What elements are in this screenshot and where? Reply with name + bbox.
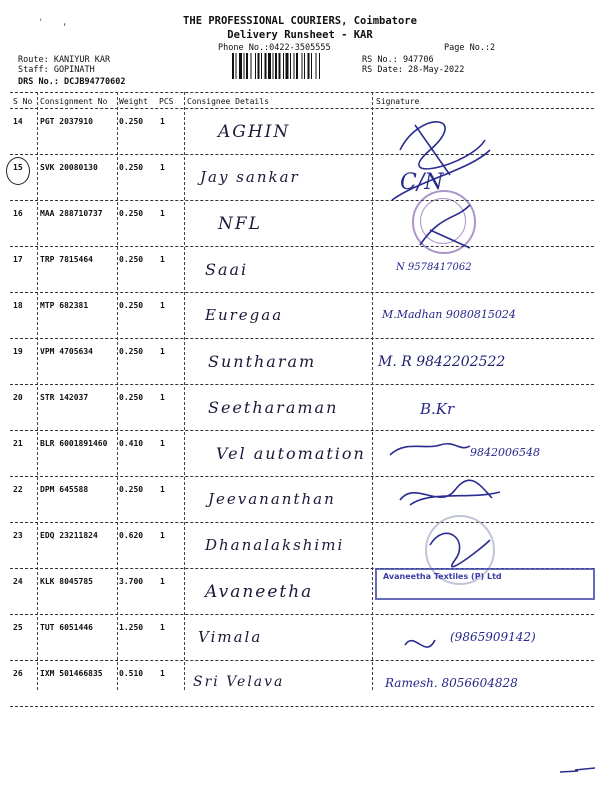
- row-consignment-no: MTP 682381: [40, 301, 89, 310]
- row-consignment-no: PGT 2037910: [40, 117, 93, 126]
- barcode-bar: [308, 53, 310, 79]
- row-sno: 16: [13, 209, 23, 218]
- row-weight: 3.700: [119, 577, 144, 586]
- row-divider: [10, 246, 594, 247]
- row-consignment-no: STR 142037: [40, 393, 89, 402]
- row-sno: 14: [13, 117, 23, 126]
- row-consignee-handwritten: Vel automation: [216, 444, 366, 463]
- row-consignee-handwritten: Vimala: [198, 628, 263, 646]
- row-pcs: 1: [160, 209, 165, 218]
- row-consignment-no: VPM 4705634: [40, 347, 93, 356]
- row-signature-handwritten: N 9578417062: [396, 262, 472, 273]
- signature-scribble-row22: [400, 480, 500, 505]
- row-divider: [10, 338, 594, 339]
- barcode-bar: [302, 53, 303, 79]
- row-sno: 15: [13, 163, 23, 172]
- row-divider: [10, 660, 594, 661]
- row-consignment-no: IXM 501466835: [40, 669, 103, 678]
- row-pcs: 1: [160, 163, 165, 172]
- row-pcs: 1: [160, 531, 165, 540]
- row-consignment-no: TUT 6051446: [40, 623, 93, 632]
- row-weight: 0.250: [119, 117, 144, 126]
- row-sno: 21: [13, 439, 23, 448]
- row-pcs: 1: [160, 439, 165, 448]
- row-weight: 0.410: [119, 439, 144, 448]
- row-consignment-no: MAA 288710737: [40, 209, 103, 218]
- column-header-weight: Weight: [119, 97, 148, 106]
- row-signature-handwritten: M.Madhan 9080815024: [382, 308, 516, 321]
- table-header-rule: [10, 108, 594, 109]
- row-weight: 0.250: [119, 347, 144, 356]
- barcode-bar: [286, 53, 289, 79]
- row-pcs: 1: [160, 301, 165, 310]
- barcode-bar: [268, 53, 271, 79]
- barcode-bar: [246, 53, 248, 79]
- row-divider: [10, 292, 594, 293]
- row-sno: 20: [13, 393, 23, 402]
- barcode-bar: [236, 53, 237, 79]
- column-divider: [37, 92, 38, 690]
- row-weight: 0.620: [119, 531, 144, 540]
- row-consignee-handwritten: NFL: [218, 214, 262, 234]
- barcode-bar: [265, 53, 267, 79]
- barcode-bar: [283, 53, 284, 79]
- row-signature-handwritten: 9842006548: [470, 446, 540, 459]
- page-number: Page No.:2: [444, 43, 496, 53]
- column-header-consignment: Consignment No: [40, 97, 108, 106]
- row-consignee-handwritten: Jay sankar: [200, 168, 300, 186]
- row-sno: 24: [13, 577, 23, 586]
- barcode-bar: [279, 53, 281, 79]
- round-stamp-inner: [420, 198, 466, 244]
- row-pcs: 1: [160, 623, 165, 632]
- barcode-bar: [232, 53, 234, 79]
- phone-number: Phone No.:0422-3505555: [218, 43, 331, 53]
- drs-number: DRS No.: DCJB94770602: [18, 77, 126, 87]
- column-header-consignee: Consignee Details: [187, 97, 269, 106]
- row-weight: 0.250: [119, 255, 144, 264]
- row-divider: [10, 430, 594, 431]
- table-top-rule: [10, 92, 594, 93]
- row-pcs: 1: [160, 669, 165, 678]
- row-pcs: 1: [160, 485, 165, 494]
- row-signature-handwritten: (9865909142): [450, 630, 536, 644]
- barcode-bar: [311, 53, 312, 79]
- barcode-bar: [239, 53, 242, 79]
- column-divider: [372, 92, 373, 690]
- row-consignee-handwritten: Sri Velava: [193, 674, 285, 690]
- handwritten-circle-mark: [6, 157, 30, 185]
- barcode-bar: [244, 53, 245, 79]
- row-consignee-handwritten: Seetharaman: [208, 398, 339, 417]
- row-sno: 19: [13, 347, 23, 356]
- row-sno: 18: [13, 301, 23, 310]
- row-consignment-no: TRP 7815464: [40, 255, 93, 264]
- row-divider: [10, 154, 594, 155]
- stray-pen-mark: [560, 768, 595, 772]
- column-divider: [117, 92, 118, 690]
- rs-date: RS Date: 28-May-2022: [362, 65, 465, 75]
- rs-number: RS No.: 947706: [362, 55, 434, 65]
- row-consignee-handwritten: Dhanalakshimi: [205, 536, 345, 554]
- row-weight: 0.250: [119, 301, 144, 310]
- barcode-bar: [290, 53, 291, 79]
- row-pcs: 1: [160, 117, 165, 126]
- row-pcs: 1: [160, 393, 165, 402]
- signature-scribble-row14: [400, 122, 485, 175]
- barcode-bar: [255, 53, 256, 79]
- row-divider: [10, 522, 594, 523]
- barcode-bar: [261, 53, 262, 79]
- row-weight: 0.510: [119, 669, 144, 678]
- row-consignee-handwritten: Avaneetha: [205, 582, 314, 602]
- row-weight: 0.250: [119, 163, 144, 172]
- barcode-bar: [304, 53, 305, 79]
- row-signature-handwritten: M. R 9842202522: [378, 354, 506, 370]
- row-sno: 25: [13, 623, 23, 632]
- row-consignee-handwritten: Saai: [205, 260, 249, 279]
- row-sno: 17: [13, 255, 23, 264]
- row-signature-handwritten: B.Kr: [420, 400, 455, 418]
- barcode-bar: [316, 53, 317, 79]
- column-header-sno: S No: [13, 97, 33, 106]
- barcode-bar: [273, 53, 274, 79]
- document-subtitle: Delivery Runsheet - KAR: [227, 29, 373, 41]
- row-sno: 26: [13, 669, 23, 678]
- column-header-pcs: PCS: [159, 97, 174, 106]
- barcode-bar: [275, 53, 277, 79]
- route: Route: KANIYUR KAR: [18, 55, 111, 65]
- column-divider: [184, 92, 185, 690]
- row-consignee-handwritten: Jeevananthan: [208, 490, 336, 508]
- row-pcs: 1: [160, 347, 165, 356]
- row-signature-handwritten: C/N: [400, 170, 444, 195]
- row-weight: 0.250: [119, 393, 144, 402]
- row-sno: 22: [13, 485, 23, 494]
- company-stamp: [375, 568, 595, 600]
- row-signature-handwritten: Ramesh. 8056604828: [385, 676, 518, 690]
- barcode-bar: [258, 53, 260, 79]
- stray-mark: ': [38, 18, 44, 28]
- row-weight: 0.250: [119, 485, 144, 494]
- barcode-image: [232, 53, 358, 79]
- row-divider: [10, 614, 594, 615]
- stray-mark: ,: [62, 18, 68, 28]
- document-title: THE PROFESSIONAL COURIERS, Coimbatore: [183, 15, 417, 27]
- row-consignee-handwritten: Euregaa: [205, 306, 284, 324]
- row-divider: [10, 384, 594, 385]
- row-pcs: 1: [160, 255, 165, 264]
- barcode-bar: [294, 53, 295, 79]
- barcode-bar: [319, 53, 320, 79]
- row-divider: [10, 476, 594, 477]
- signature-scribble-row21: [390, 444, 470, 455]
- row-consignment-no: EDQ 23211824: [40, 531, 98, 540]
- row-divider: [10, 706, 594, 707]
- row-consignment-no: BLR 6001891460: [40, 439, 108, 448]
- signature-scribble-row25: [405, 640, 435, 647]
- staff: Staff: GOPINATH: [18, 65, 95, 75]
- column-header-signature: Signature: [376, 97, 420, 106]
- row-weight: 1.250: [119, 623, 144, 632]
- row-consignment-no: SVK 20080130: [40, 163, 98, 172]
- row-consignment-no: DPM 645588: [40, 485, 89, 494]
- row-consignee-handwritten: AGHIN: [218, 122, 291, 142]
- row-weight: 0.250: [119, 209, 144, 218]
- row-sno: 23: [13, 531, 23, 540]
- row-pcs: 1: [160, 577, 165, 586]
- row-consignee-handwritten: Suntharam: [208, 352, 317, 371]
- barcode-bar: [296, 53, 298, 79]
- row-consignment-no: KLK 8045785: [40, 577, 93, 586]
- barcode-bar: [251, 53, 252, 79]
- row-divider: [10, 200, 594, 201]
- company-stamp-text: Avaneetha Textiles (P) Ltd: [383, 572, 502, 581]
